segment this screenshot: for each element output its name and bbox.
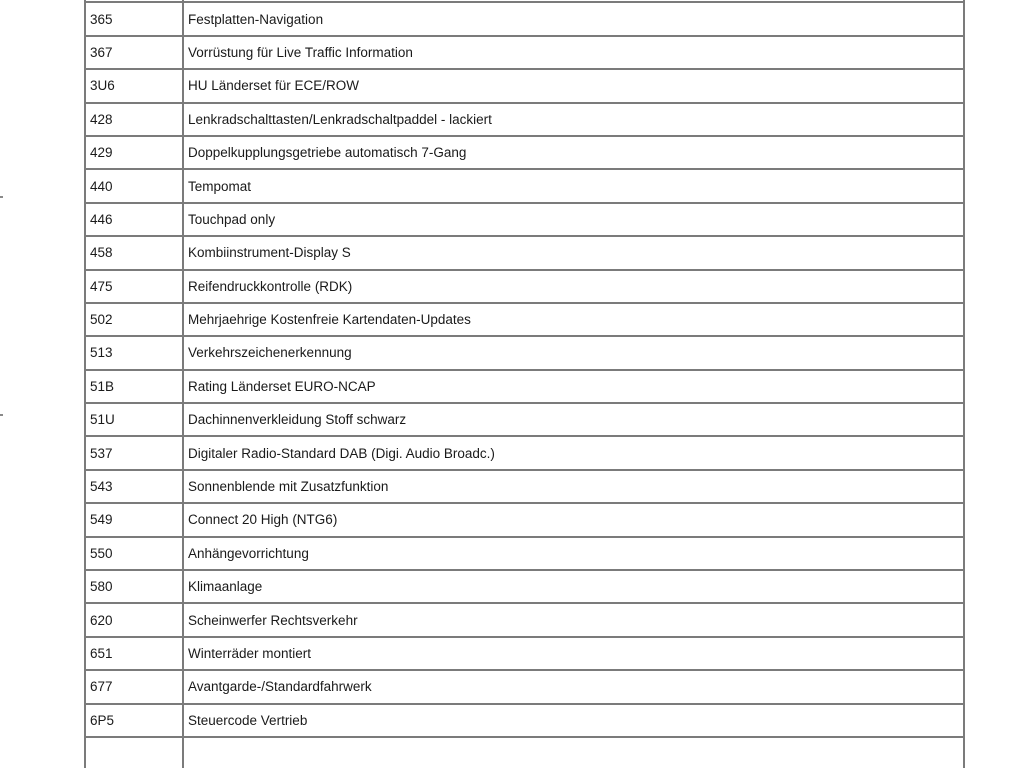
equipment-code-cell: 51B (85, 370, 183, 403)
equipment-description-cell: Vorrüstung für Live Traffic Information (183, 36, 964, 69)
table-row (85, 270, 964, 303)
equipment-description-cell: Sonnenblende mit Zusatzfunktion (183, 470, 964, 503)
table-row (85, 203, 964, 236)
equipment-description-cell: Kombiinstrument-Display S (183, 236, 964, 269)
table-row (85, 370, 964, 403)
equipment-code-cell: 458 (85, 236, 183, 269)
table-row (85, 570, 964, 603)
equipment-code-cell: 502 (85, 303, 183, 336)
table-row (85, 503, 964, 536)
equipment-code-rows (85, 0, 964, 768)
table-row (85, 637, 964, 670)
equipment-code-cell: 677 (85, 670, 183, 703)
equipment-description-cell: Winterräder montiert (183, 637, 964, 670)
equipment-description-cell (183, 737, 964, 768)
equipment-description-cell: Steuercode Vertrieb (183, 704, 964, 737)
equipment-description-cell: Anhängevorrichtung (183, 537, 964, 570)
equipment-code-cell: 620 (85, 603, 183, 636)
margin-mark (0, 196, 3, 198)
table-row (85, 69, 964, 102)
equipment-description-cell: Lenkradschalttasten/Lenkradschaltpaddel - lackiert (183, 103, 964, 136)
equipment-code-cell: 367 (85, 36, 183, 69)
equipment-description-cell: HU Länderset für ECE/ROW (183, 69, 964, 102)
table-row (85, 670, 964, 703)
equipment-code-cell: 51U (85, 403, 183, 436)
table-row (85, 603, 964, 636)
table-row (85, 737, 964, 768)
equipment-description-cell: Reifendruckkontrolle (RDK) (183, 270, 964, 303)
table-row (85, 537, 964, 570)
equipment-code-cell: 580 (85, 570, 183, 603)
equipment-code-cell: 475 (85, 270, 183, 303)
equipment-description-cell: Mehrjaehrige Kostenfreie Kartendaten-Updates (183, 303, 964, 336)
equipment-code-cell: 440 (85, 169, 183, 202)
equipment-description-cell: Connect 20 High (NTG6) (183, 503, 964, 536)
table-row (85, 2, 964, 35)
table-row (85, 36, 964, 69)
table-row (85, 470, 964, 503)
table-row (85, 169, 964, 202)
equipment-code-cell: 651 (85, 637, 183, 670)
equipment-code-cell (85, 737, 183, 768)
equipment-code-cell: 429 (85, 136, 183, 169)
table-row (85, 436, 964, 469)
equipment-description-cell: Digitaler Radio-Standard DAB (Digi. Audio Broadc.) (183, 436, 964, 469)
table-row (85, 303, 964, 336)
equipment-code-table (84, 0, 965, 768)
equipment-code-cell: 428 (85, 103, 183, 136)
equipment-description-cell: Scheinwerfer Rechtsverkehr (183, 603, 964, 636)
table-row (85, 403, 964, 436)
equipment-code-cell: 446 (85, 203, 183, 236)
equipment-description-cell: Dachinnenverkleidung Stoff schwarz (183, 403, 964, 436)
equipment-code-cell: 543 (85, 470, 183, 503)
equipment-code-cell: 549 (85, 503, 183, 536)
table-row (85, 336, 964, 369)
equipment-code-cell: 550 (85, 537, 183, 570)
equipment-code-cell: 537 (85, 436, 183, 469)
equipment-description-cell: Tempomat (183, 169, 964, 202)
equipment-description-cell: Verkehrszeichenerkennung (183, 336, 964, 369)
table-row (85, 704, 964, 737)
equipment-code-cell: 3U6 (85, 69, 183, 102)
equipment-description-cell: Rating Länderset EURO-NCAP (183, 370, 964, 403)
equipment-code-cell: 513 (85, 336, 183, 369)
equipment-description-cell: Doppelkupplungsgetriebe automatisch 7-Gang (183, 136, 964, 169)
equipment-code-cell: 6P5 (85, 704, 183, 737)
equipment-description-cell: Klimaanlage (183, 570, 964, 603)
equipment-code-cell: 365 (85, 2, 183, 35)
equipment-description-cell: Festplatten-Navigation (183, 2, 964, 35)
table-row (85, 136, 964, 169)
margin-mark (0, 414, 3, 416)
equipment-description-cell: Touchpad only (183, 203, 964, 236)
table-row (85, 103, 964, 136)
table-row (85, 236, 964, 269)
equipment-description-cell: Avantgarde-/Standardfahrwerk (183, 670, 964, 703)
